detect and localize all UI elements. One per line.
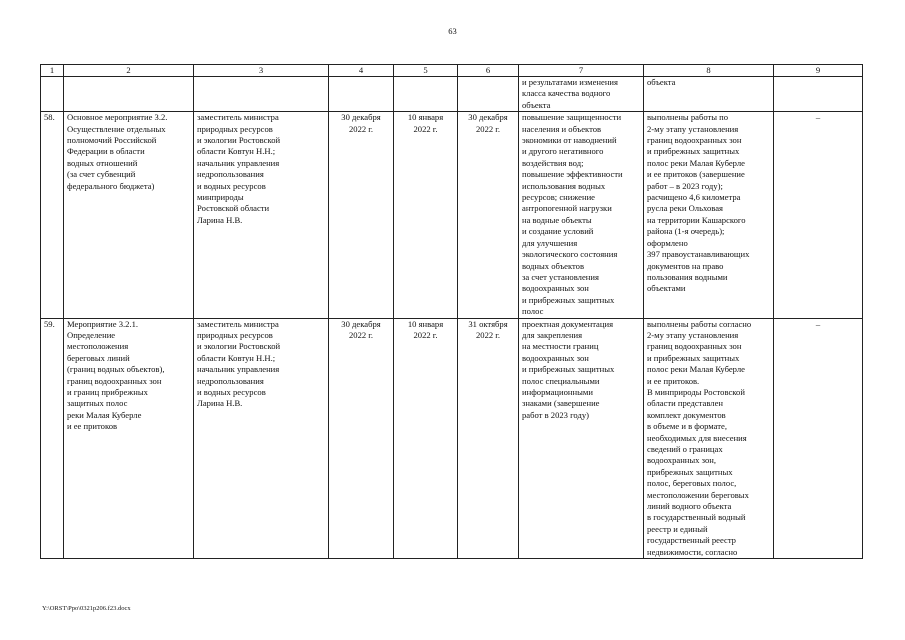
text-line: государственный реестр (647, 535, 736, 546)
text-line: полос реки Малая Куберле (647, 157, 745, 168)
text-line: природных ресурсов (197, 329, 273, 340)
text-line: и водных ресурсов (197, 180, 266, 191)
text-line: 2-му этапу установления (647, 123, 739, 134)
text-line: 397 правоустанавливающих (647, 249, 750, 260)
column-number: 7 (519, 65, 644, 77)
text-line: 30 декабря (341, 318, 381, 329)
text-line: линий водного объекта (647, 501, 732, 512)
text-line: 2022 г. (475, 329, 501, 340)
text-line: повышение защищенности (522, 112, 622, 123)
measure-name (64, 318, 194, 559)
text-line: сведений о границах (647, 444, 723, 454)
table-cell (458, 77, 519, 112)
text-line: использования водных (522, 180, 606, 191)
text-line: района (1-я очередь); (647, 226, 725, 237)
text-line: и экологии Ростовской (197, 341, 281, 352)
table-row (41, 318, 863, 559)
actual-end-date (458, 318, 519, 559)
text-line: 30 декабря (341, 112, 381, 123)
table-row (41, 112, 863, 318)
text-line: знаками (завершение (522, 398, 600, 409)
text-line: недвижимости, согласно (647, 546, 738, 557)
text-line: и водных ресурсов (197, 386, 266, 397)
column-number: 4 (329, 65, 394, 77)
row-number: 58. (41, 112, 64, 318)
text-line: комплект документов (647, 409, 726, 420)
text-line: недропользования (197, 375, 264, 386)
text-line: области Ковтун Н.Н.; (197, 146, 276, 157)
column-number: 1 (41, 65, 64, 77)
text-line: и прибрежных защитных (522, 294, 615, 305)
text-line: 31 октября (468, 318, 508, 329)
text-line: 10 января (407, 318, 444, 329)
text-line: Ларина Н.В. (197, 398, 243, 409)
text-line: на водные объекты (522, 214, 592, 225)
note: – (774, 112, 863, 318)
text-line: и прибрежных защитных (647, 352, 740, 363)
planned-result (519, 112, 644, 318)
text-line: объекта (647, 77, 676, 87)
text-line: на местности границ (522, 341, 599, 352)
text-line: в государственный водный (647, 512, 746, 523)
text-line: области Ковтун Н.Н.; (197, 352, 276, 363)
text-line: (за счет субвенций (67, 169, 136, 180)
text-line: границ водоохранных зон (647, 341, 742, 352)
text-line: на территории Кашарского (647, 214, 746, 225)
text-line: полос, береговых полос, (647, 478, 737, 489)
text-line: Федерации в области (67, 146, 145, 157)
text-line: выполнены работы согласно (647, 318, 752, 329)
text-line: 10 января (407, 112, 444, 123)
text-line: и экологии Ростовской (197, 135, 281, 146)
text-line: необходимых для внесения (647, 432, 747, 443)
text-line: реестр и единый (647, 523, 708, 534)
text-line: работ – в 2023 году); (647, 180, 723, 191)
responsible-person (194, 112, 329, 318)
row-number: 59. (41, 318, 64, 559)
text-line: населения и объектов (522, 123, 602, 134)
actual-result (644, 318, 774, 559)
continuation-actual-result (644, 77, 774, 112)
text-line: федерального бюджета) (67, 180, 155, 191)
text-line: класса качества водного (522, 88, 611, 99)
measure-name (64, 112, 194, 318)
text-line: природных ресурсов (197, 123, 273, 134)
page-number: 63 (448, 26, 457, 36)
text-line: заместитель министра (197, 318, 279, 329)
text-line: местоположения (67, 341, 129, 352)
text-line: для улучшения (522, 237, 578, 248)
text-line: водных объектов (522, 260, 585, 271)
planned-result (519, 318, 644, 559)
text-line: области представлен (647, 398, 723, 409)
planned-end-date (329, 318, 394, 559)
text-line: экономики от наводнений (522, 135, 617, 146)
text-line: начальник управления (197, 364, 280, 375)
text-line: береговых линий (67, 352, 130, 363)
text-line: и ее притоков (завершение (647, 169, 745, 180)
text-line: антропогенной нагрузки (522, 203, 612, 214)
text-line: и ее притоков. (647, 375, 700, 386)
table-cell (329, 77, 394, 112)
responsible-person (194, 318, 329, 559)
text-line: водоохранных зон (522, 283, 589, 294)
actual-result (644, 112, 774, 318)
text-line: Мероприятие 3.2.1. (67, 318, 139, 329)
text-line: 2022 г. (348, 329, 374, 340)
text-line: водоохранных зон (522, 352, 589, 363)
table-cell (774, 77, 863, 112)
text-line: недропользования (197, 169, 264, 180)
text-line: прибрежных защитных (647, 466, 733, 477)
text-line: Ларина Н.В. (197, 214, 243, 225)
text-line: начальник управления (197, 157, 280, 168)
text-line: в объеме и в формате, (647, 421, 727, 432)
text-line: Осуществление отдельных (67, 123, 166, 134)
text-line: ресурсов; снижение (522, 192, 595, 203)
report-table (40, 64, 863, 559)
text-line: полос реки Малая Куберле (647, 364, 745, 375)
text-line: защитных полос (67, 398, 128, 409)
text-line: документов на право (647, 260, 724, 271)
column-number: 3 (194, 65, 329, 77)
text-line: расчищено 4,6 километра (647, 192, 741, 203)
table-body (41, 65, 863, 559)
text-line: экологического состояния (522, 249, 618, 260)
column-number: 2 (64, 65, 194, 77)
text-line: 30 декабря (468, 112, 508, 123)
text-line: за счет установления (522, 271, 599, 282)
text-line: минприроды (197, 192, 244, 203)
text-line: (границ водных объектов), (67, 364, 165, 375)
text-line: полномочий Российской (67, 135, 157, 146)
text-line: полос (522, 306, 544, 317)
column-number: 8 (644, 65, 774, 77)
text-line: объектами (647, 283, 686, 294)
text-line: местоположении береговых (647, 489, 749, 500)
text-line: пользования водными (647, 271, 728, 282)
text-line: 2022 г. (348, 123, 374, 134)
text-line: проектная документация (522, 318, 614, 329)
text-line: 2022 г. (475, 123, 501, 134)
text-line: и создание условий (522, 226, 594, 237)
column-number-row (41, 65, 863, 77)
column-number: 6 (458, 65, 519, 77)
text-line: оформлено (647, 237, 688, 248)
text-line: и прибрежных защитных (647, 146, 740, 157)
text-line: и другого негативного (522, 146, 604, 157)
text-line: и результатами изменения (522, 77, 618, 87)
continuation-row (41, 77, 863, 112)
text-line: В минприроды Ростовской (647, 386, 745, 397)
table-cell (194, 77, 329, 112)
text-line: 2022 г. (413, 329, 438, 340)
text-line: выполнены работы по (647, 112, 729, 123)
text-line: водоохранных зон, (647, 455, 717, 466)
text-line: границ водоохранных зон (647, 135, 742, 146)
text-line: заместитель министра (197, 112, 279, 123)
planned-end-date (329, 112, 394, 318)
text-line: границ водоохранных зон (67, 375, 162, 386)
text-line: повышение эффективности (522, 169, 623, 180)
text-line: 2-му этапу установления (647, 329, 739, 340)
column-number: 5 (394, 65, 458, 77)
text-line: и границ прибрежных (67, 386, 148, 397)
text-line: объекта (522, 99, 551, 110)
text-line: 2022 г. (413, 123, 438, 134)
actual-start-date (394, 318, 458, 559)
text-line: русла реки Ольховая (647, 203, 723, 214)
text-line: работ в 2023 году) (522, 409, 590, 420)
actual-end-date (458, 112, 519, 318)
text-line: Ростовской области (197, 203, 270, 214)
column-number: 9 (774, 65, 863, 77)
text-line: водных отношений (67, 157, 138, 168)
table-cell (394, 77, 458, 112)
text-line: и прибрежных защитных (522, 364, 615, 375)
text-line: для закрепления (522, 329, 583, 340)
actual-start-date (394, 112, 458, 318)
table-cell (64, 77, 194, 112)
text-line: Определение (67, 329, 116, 340)
table-cell (41, 77, 64, 112)
text-line: воздействия вод; (522, 157, 584, 168)
text-line: реки Малая Куберле (67, 409, 142, 420)
continuation-planned-result (519, 77, 644, 112)
text-line: полос специальными (522, 375, 600, 386)
text-line: и ее притоков (67, 421, 118, 432)
text-line: Основное мероприятие 3.2. (67, 112, 168, 123)
file-path-footer: Y:\ORST\Ppo\0321p206.f23.docx (42, 605, 131, 612)
note: – (774, 318, 863, 559)
text-line: информационными (522, 386, 593, 397)
